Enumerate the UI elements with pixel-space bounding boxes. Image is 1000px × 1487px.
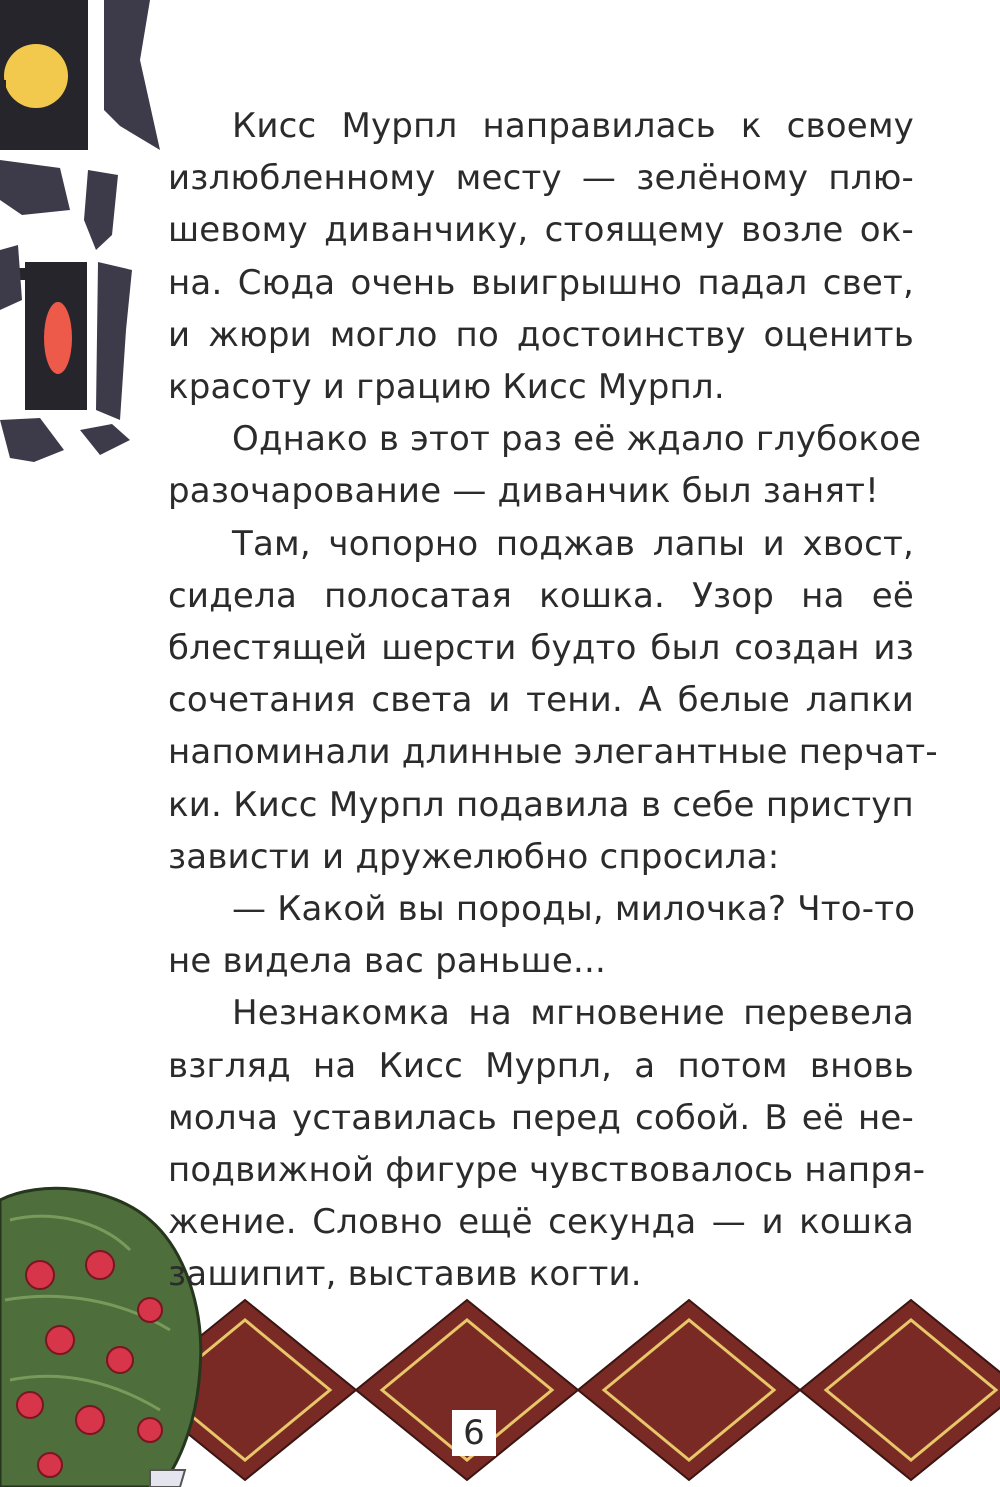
text-line: излюбленному месту — зелёному плю- (168, 158, 914, 199)
text-line: — Какой вы породы, милочка? Что-то (232, 889, 916, 930)
text-line: Однако в этот раз её ждало глубокое (232, 419, 922, 460)
text-line: подвижной фигуре чувствовалось напря- (168, 1150, 926, 1191)
text-line: Кисс Мурпл направилась к своему (232, 106, 914, 146)
paragraph (168, 987, 926, 1300)
text-line: на. Сюда очень выигрышно падал свет, (168, 262, 914, 303)
text-line: Незнакомка на мгновение перевела (232, 993, 914, 1034)
page-number: 6 (452, 1410, 496, 1456)
spotlight-lamp-icon (0, 0, 160, 470)
text-line: блестящей шерсти будто был создан из (168, 628, 914, 669)
paragraph (168, 100, 914, 413)
text-line: не видела вас раньше... (168, 941, 607, 982)
text-line: зависти и дружелюбно спросила: (168, 836, 780, 877)
text-line: ки. Кисс Мурпл подавила в себе приступ (168, 784, 914, 825)
text-line: жение. Словно ещё секунда — и кошка (168, 1202, 914, 1243)
paragraph (168, 413, 922, 517)
text-line: сочетания света и тени. А белые лапки (168, 680, 914, 721)
text-line: и жюри могло по достоинству оценить (168, 314, 914, 355)
story-text (168, 100, 938, 1301)
text-line: красоту и грацию Кисс Мурпл. (168, 367, 725, 408)
text-line: разочарование — диванчик был занят! (168, 471, 879, 512)
text-line: сидела полосатая кошка. Узор на её (168, 575, 914, 616)
text-line: шевому диванчику, стоящему возле ок- (168, 210, 914, 251)
text-line: зашипит, выставив когти. (168, 1254, 642, 1295)
paragraph (168, 518, 938, 883)
text-line: Там, чопорно поджав лапы и хвост, (232, 523, 914, 564)
text-line: взгляд на Кисс Мурпл, а потом вновь (168, 1045, 914, 1086)
paragraph (168, 883, 914, 987)
text-line: молча уставилась перед собой. В её не- (168, 1097, 914, 1138)
text-line: напоминали длинные элегантные перчат- (168, 732, 938, 773)
